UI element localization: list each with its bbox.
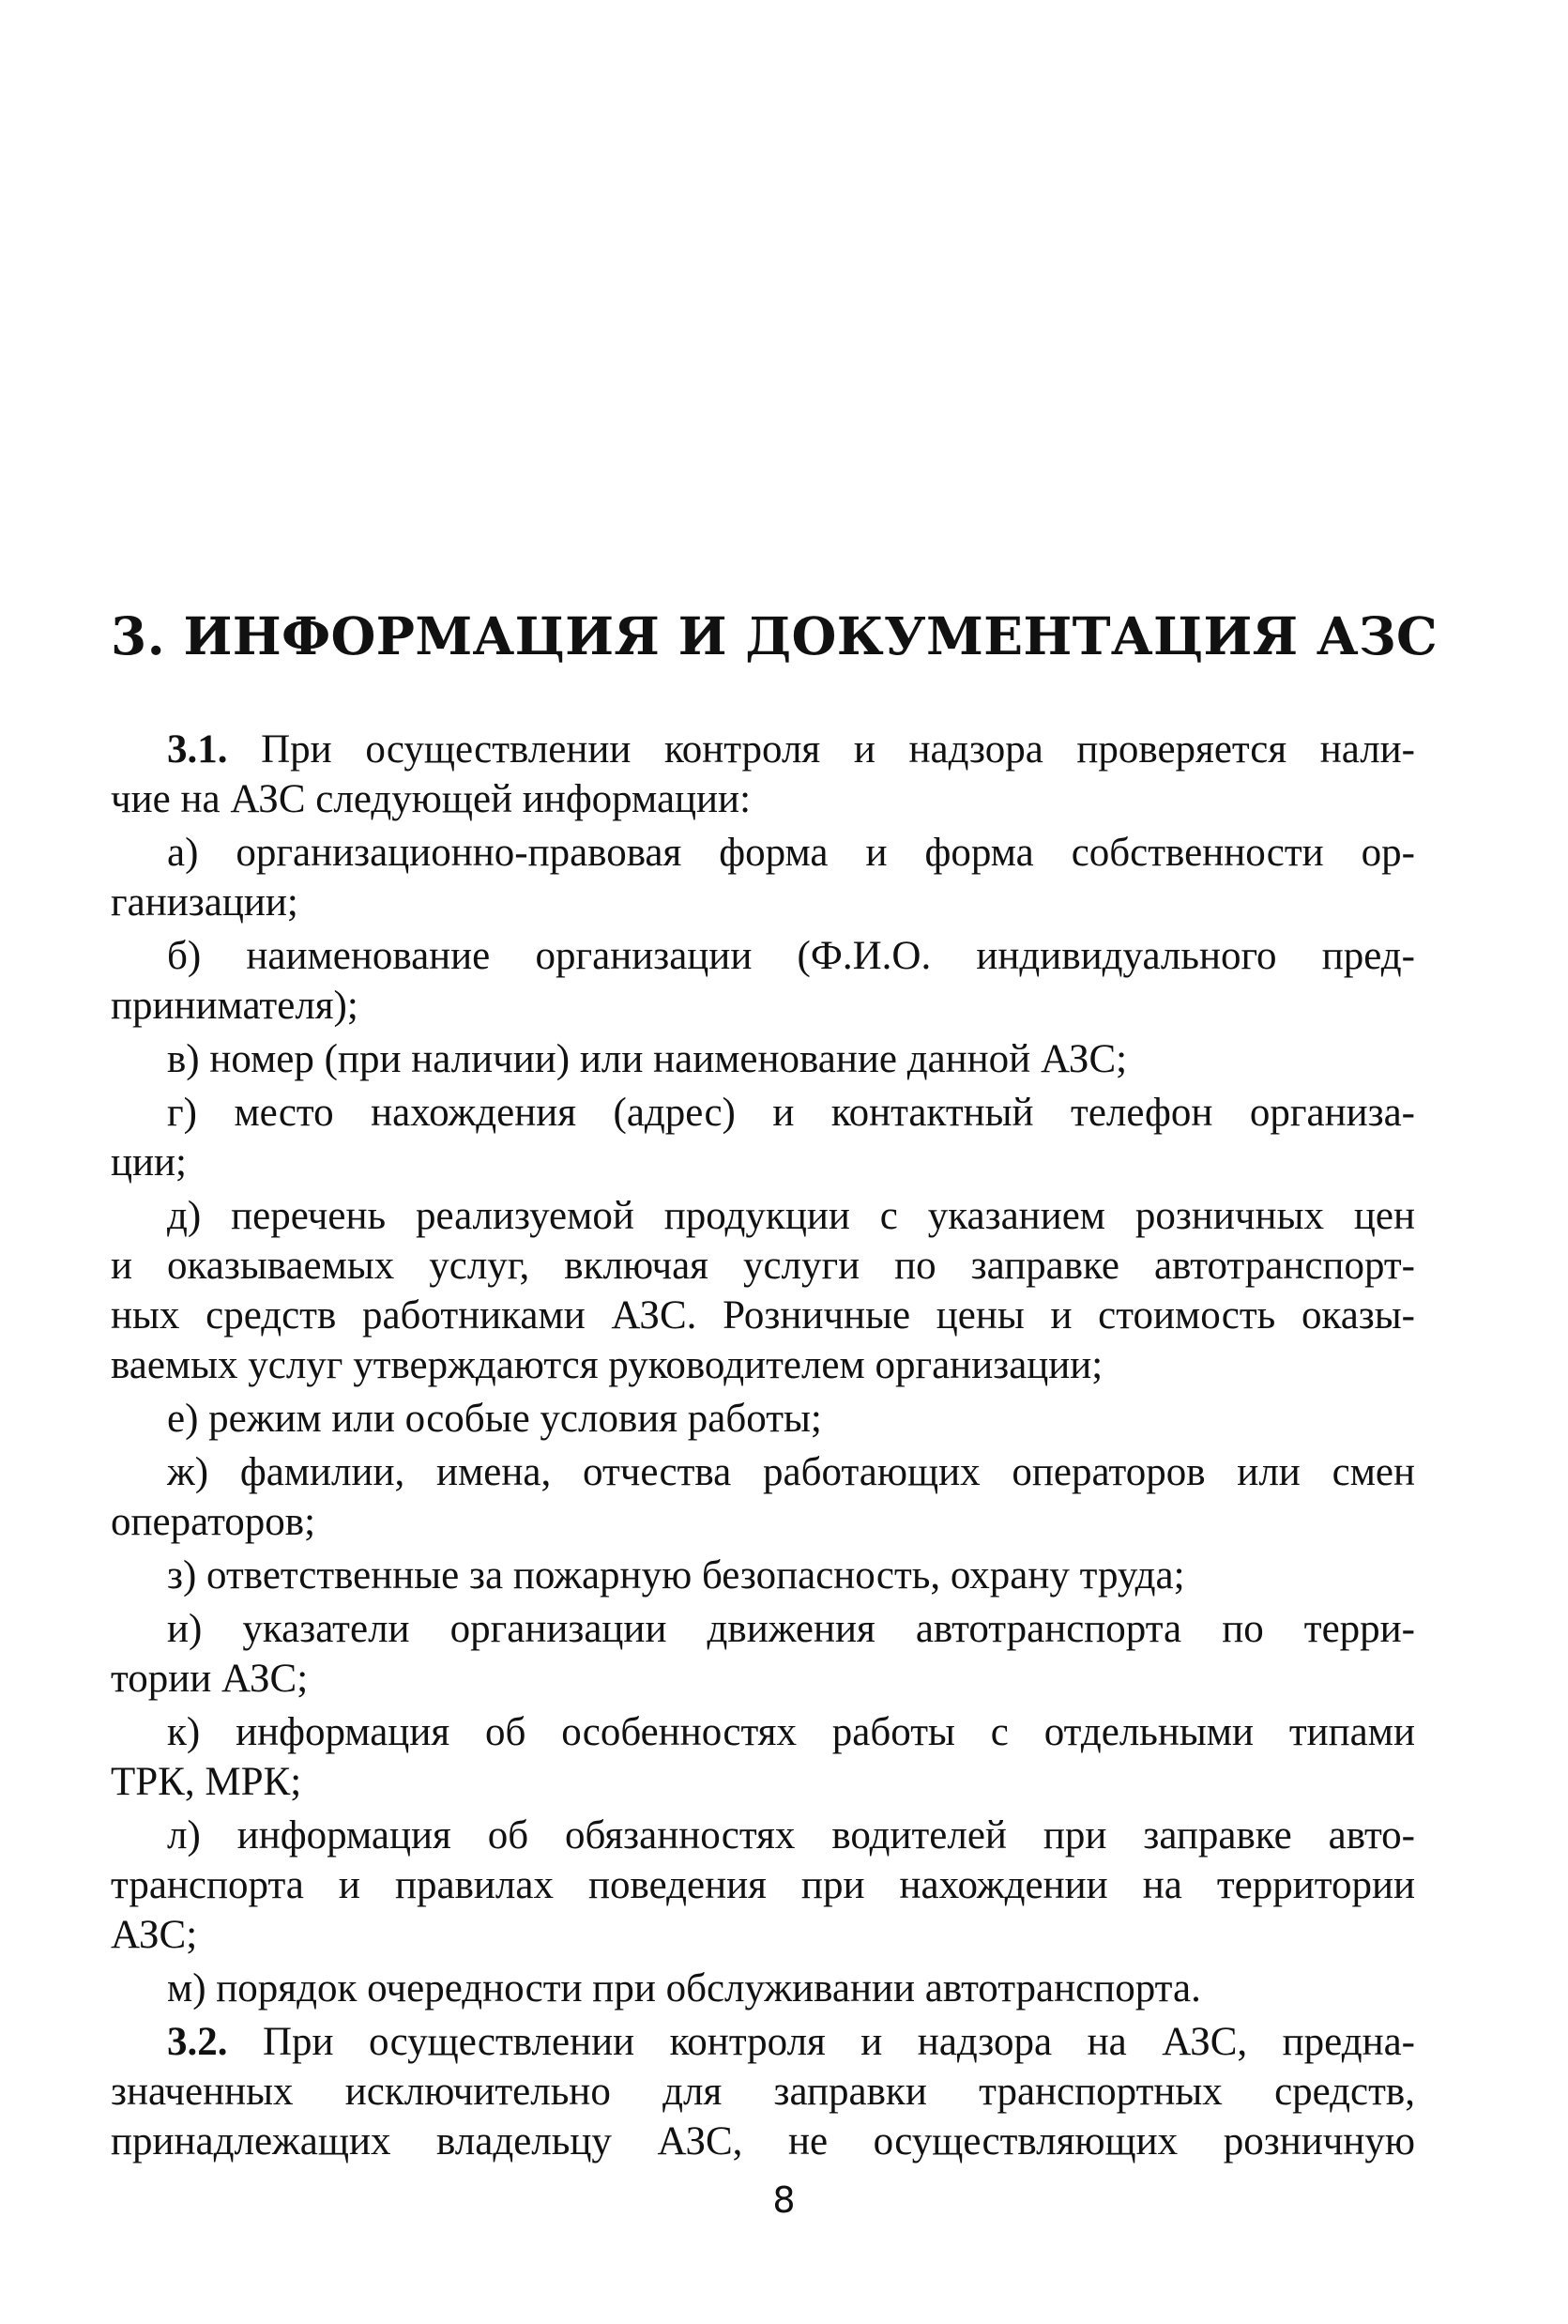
list-item-k xyxy=(111,1707,1415,1807)
list-item-d xyxy=(111,1191,1415,1390)
paragraph-line: 3.2. При осуществлении контроля и надзора на АЗС, предна- xyxy=(167,2020,1415,2064)
list-item-l xyxy=(111,1811,1415,1960)
section-heading: 3. ИНФОРМАЦИЯ И ДОКУМЕНТАЦИЯ АЗС xyxy=(111,605,1439,666)
paragraph-line: г) место нахождения (адрес) и контактный телефон организа- xyxy=(167,1091,1415,1135)
list-item-e xyxy=(111,1394,1415,1444)
paragraph-line: ж) фамилии, имена, отчества работающих операторов или смен xyxy=(167,1450,1415,1494)
paragraph-line: л) информация об обязанностях водителей при заправке авто- xyxy=(167,1813,1415,1858)
list-item-zh xyxy=(111,1447,1415,1547)
paragraph-line: з) ответственные за пожарную безопасность, охрану труда; xyxy=(167,1553,1185,1598)
clause-number: 3.1. xyxy=(167,727,228,772)
paragraph-line: ваемых услуг утверждаются руководителем организации; xyxy=(111,1343,1104,1387)
list-item-v xyxy=(111,1034,1415,1084)
paragraph-line: транспорта и правилах поведения при нахождении на территории xyxy=(111,1863,1415,1907)
paragraph-3-2 xyxy=(111,2017,1415,2166)
document-body xyxy=(111,725,1415,2170)
paragraph-line: операторов; xyxy=(111,1500,316,1544)
paragraph-line: к) информация об особенностях работы с отдельными типами xyxy=(167,1710,1415,1754)
list-item-z xyxy=(111,1551,1415,1600)
paragraph-line: АЗС; xyxy=(111,1913,198,1957)
list-item-a xyxy=(111,828,1415,927)
paragraph-line: е) режим или особые условия работы; xyxy=(167,1397,822,1441)
paragraph-line: в) номер (при наличии) или наименование данной АЗС; xyxy=(167,1037,1128,1081)
paragraph-line: ции; xyxy=(111,1140,187,1185)
page-number: 8 xyxy=(772,2179,796,2221)
paragraph-line: ных средств работниками АЗС. Розничные цены и стоимость оказы- xyxy=(111,1293,1415,1338)
paragraph-line: значенных исключительно для заправки транспортных средств, xyxy=(111,2070,1415,2114)
paragraph-line: м) порядок очередности при обслуживании автотранспорта. xyxy=(167,1966,1201,2011)
paragraph-3-1 xyxy=(111,725,1415,824)
paragraph-line: и) указатели организации движения автотранспорта по терри- xyxy=(167,1607,1415,1651)
list-item-m xyxy=(111,1964,1415,2013)
paragraph-line: и оказываемых услуг, включая услуги по заправке автотранспорт- xyxy=(111,1244,1415,1288)
list-item-g xyxy=(111,1088,1415,1187)
paragraph-line: б) наименование организации (Ф.И.О. индивидуального пред- xyxy=(167,934,1415,978)
paragraph-line: а) организационно-правовая форма и форма собственности ор- xyxy=(167,831,1415,875)
list-item-i xyxy=(111,1604,1415,1704)
paragraph-line: принадлежащих владельцу АЗС, не осуществляющих розничную xyxy=(111,2119,1415,2163)
paragraph-line: принимателя); xyxy=(111,984,358,1028)
list-item-b xyxy=(111,931,1415,1031)
paragraph-line: ТРК, МРК; xyxy=(111,1760,302,1804)
paragraph-line: д) перечень реализуемой продукции с указанием розничных цен xyxy=(167,1194,1415,1238)
paragraph-line: ганизации; xyxy=(111,880,298,925)
paragraph-line: 3.1. При осуществлении контроля и надзора проверяется нали- xyxy=(167,727,1415,772)
clause-number: 3.2. xyxy=(167,2020,228,2064)
paragraph-line: тории АЗС; xyxy=(111,1657,309,1701)
paragraph-line: чие на АЗС следующей информации: xyxy=(111,777,752,821)
